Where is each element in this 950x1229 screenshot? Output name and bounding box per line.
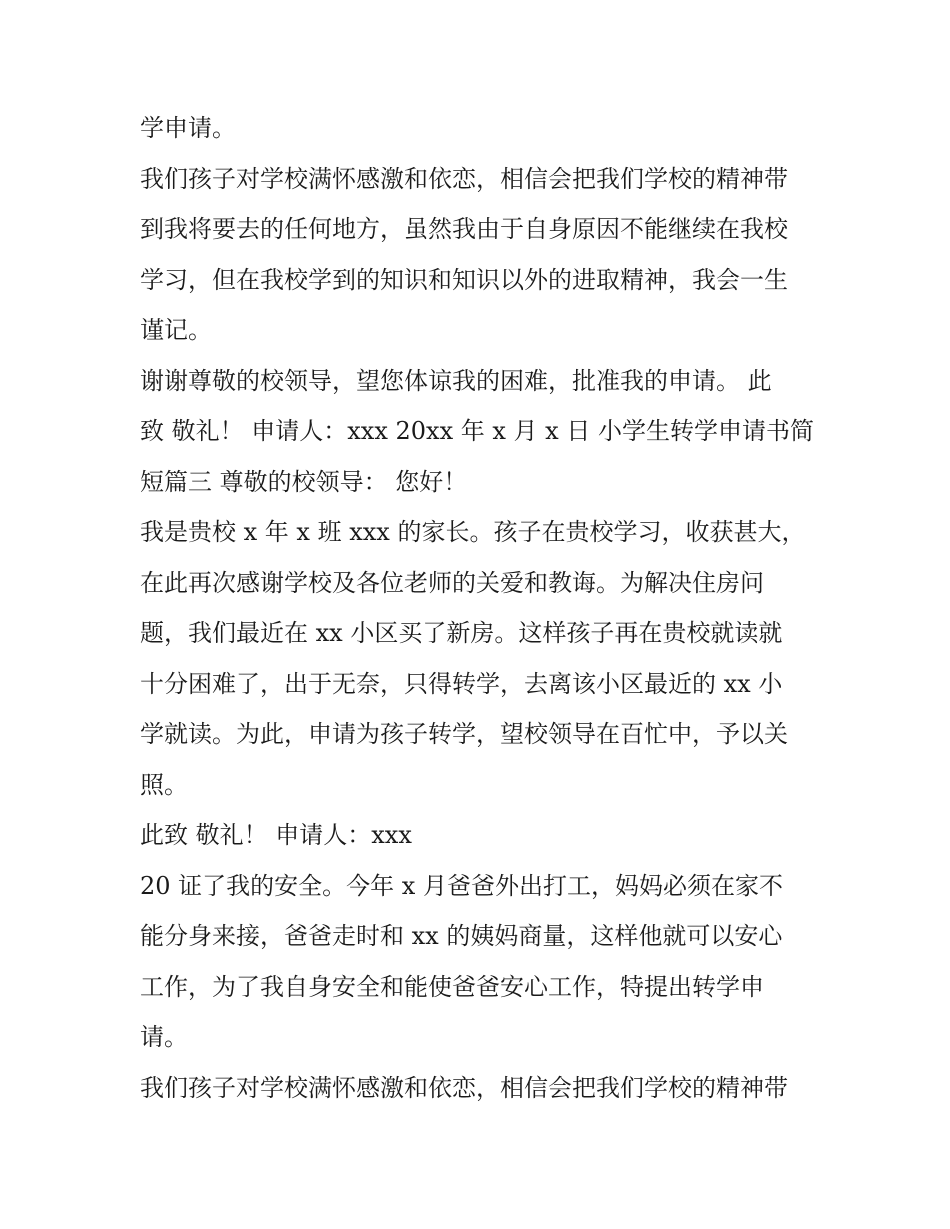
text-line: 十分困难了，出于无奈，只得转学，去离该小区最近的 xx 小 xyxy=(140,669,783,698)
document-body xyxy=(140,103,820,1113)
text-line: 谢谢尊敬的校领导，望您体谅我的困难，批准我的申请。 此 xyxy=(140,366,772,395)
text-line: 到我将要去的任何地方，虽然我由于自身原因不能继续在我校 xyxy=(140,215,788,243)
text-line: 我们孩子对学校满怀感激和依恋，相信会把我们学校的精神带 xyxy=(140,1073,788,1102)
text-line: 照。 xyxy=(140,770,188,799)
text-line: 学申请。 xyxy=(140,114,236,142)
text-line: 我们孩子对学校满怀感激和依恋，相信会把我们学校的精神带 xyxy=(140,164,788,193)
text-line: 20 证了我的安全。今年 x 月爸爸外出打工，妈妈必须在家不 xyxy=(140,871,783,900)
text-line: 致 敬礼！ 申请人：xxx 20xx 年 x 月 x 日 小学生转学申请书简 xyxy=(140,417,814,445)
text-line: 工作，为了我自身安全和能使爸爸安心工作，特提出转学申 xyxy=(140,972,764,1001)
text-line: 短篇三 尊敬的校领导： 您好！ xyxy=(140,467,468,496)
text-line: 学习，但在我校学到的知识和知识以外的进取精神，我会一生 xyxy=(140,265,788,294)
text-line: 此致 敬礼！ 申请人：xxx xyxy=(140,821,412,849)
text-line: 在此再次感谢学校及各位老师的关爱和教诲。为解决住房问 xyxy=(140,568,764,597)
text-line: 能分身来接，爸爸走时和 xx 的姨妈商量，这样他就可以安心 xyxy=(140,922,783,950)
text-line: 学就读。为此，申请为孩子转学，望校领导在百忙中，予以关 xyxy=(140,720,788,748)
text-line: 谨记。 xyxy=(140,316,212,344)
text-line: 题，我们最近在 xx 小区买了新房。这样孩子再在贵校就读就 xyxy=(140,619,783,647)
text-line: 我是贵校 x 年 x 班 xxx 的家长。孩子在贵校学习，收获甚大， xyxy=(140,518,806,546)
text-line: 请。 xyxy=(140,1023,188,1051)
